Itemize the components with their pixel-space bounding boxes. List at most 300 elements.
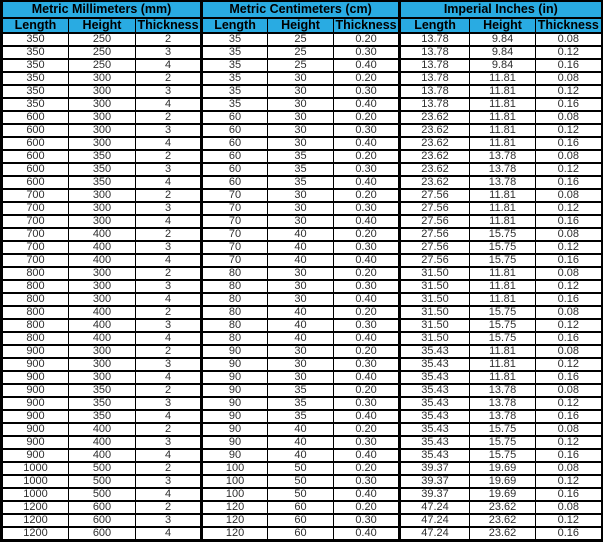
table-cell: 0.20 <box>334 111 400 124</box>
table-cell: 400 <box>69 449 136 462</box>
column-header-length-cm: Length <box>202 18 268 33</box>
table-cell: 23.62 <box>470 514 536 527</box>
table-cell: 0.20 <box>334 462 400 475</box>
table-cell: 0.08 <box>536 384 602 397</box>
table-cell: 300 <box>69 189 136 202</box>
table-cell: 35 <box>268 397 334 410</box>
table-cell: 350 <box>2 72 69 85</box>
table-cell: 3 <box>136 85 202 98</box>
table-cell: 0.40 <box>334 410 400 423</box>
table-cell: 0.30 <box>334 241 400 254</box>
table-cell: 0.40 <box>334 293 400 306</box>
table-cell: 0.08 <box>536 501 602 514</box>
table-row <box>2 111 602 124</box>
table-cell: 0.30 <box>334 475 400 488</box>
table-cell: 15.75 <box>470 306 536 319</box>
table-cell: 1000 <box>2 462 69 475</box>
table-cell: 35 <box>268 150 334 163</box>
table-cell: 11.81 <box>470 98 536 111</box>
table-cell: 30 <box>268 345 334 358</box>
table-cell: 11.81 <box>470 267 536 280</box>
table-cell: 0.08 <box>536 345 602 358</box>
table-cell: 0.40 <box>334 488 400 501</box>
table-cell: 23.62 <box>470 501 536 514</box>
table-cell: 0.20 <box>334 306 400 319</box>
table-cell: 30 <box>268 371 334 384</box>
table-cell: 35 <box>268 176 334 189</box>
table-cell: 0.20 <box>334 384 400 397</box>
table-cell: 4 <box>136 527 202 541</box>
table-cell: 0.12 <box>536 241 602 254</box>
table-cell: 350 <box>69 410 136 423</box>
table-cell: 40 <box>268 254 334 267</box>
table-cell: 0.08 <box>536 150 602 163</box>
table-cell: 35 <box>202 33 268 46</box>
table-cell: 70 <box>202 228 268 241</box>
table-cell: 300 <box>69 111 136 124</box>
table-row <box>2 124 602 137</box>
table-cell: 0.08 <box>536 228 602 241</box>
table-cell: 30 <box>268 280 334 293</box>
table-cell: 27.56 <box>400 228 470 241</box>
table-cell: 15.75 <box>470 449 536 462</box>
table-cell: 2 <box>136 111 202 124</box>
table-cell: 13.78 <box>470 176 536 189</box>
table-row <box>2 306 602 319</box>
table-cell: 60 <box>202 124 268 137</box>
table-cell: 1200 <box>2 527 69 541</box>
table-cell: 300 <box>69 358 136 371</box>
table-cell: 4 <box>136 59 202 72</box>
table-cell: 0.08 <box>536 423 602 436</box>
table-row <box>2 345 602 358</box>
table-cell: 400 <box>69 241 136 254</box>
table-cell: 0.30 <box>334 514 400 527</box>
table-cell: 0.20 <box>334 33 400 46</box>
table-cell: 31.50 <box>400 267 470 280</box>
table-cell: 3 <box>136 241 202 254</box>
table-cell: 15.75 <box>470 319 536 332</box>
table-cell: 600 <box>2 150 69 163</box>
table-cell: 0.08 <box>536 33 602 46</box>
table-cell: 0.12 <box>536 280 602 293</box>
column-header-thickness-mm: Thickness <box>136 18 202 33</box>
table-cell: 30 <box>268 358 334 371</box>
table-cell: 30 <box>268 111 334 124</box>
table-cell: 0.16 <box>536 254 602 267</box>
table-cell: 0.40 <box>334 176 400 189</box>
table-row <box>2 475 602 488</box>
table-cell: 800 <box>2 332 69 345</box>
table-cell: 700 <box>2 254 69 267</box>
table-cell: 0.16 <box>536 449 602 462</box>
table-cell: 13.78 <box>400 85 470 98</box>
table-cell: 0.16 <box>536 488 602 501</box>
table-cell: 0.08 <box>536 111 602 124</box>
table-cell: 23.62 <box>400 163 470 176</box>
table-cell: 350 <box>2 59 69 72</box>
table-cell: 400 <box>69 332 136 345</box>
column-header-thickness-in: Thickness <box>536 18 602 33</box>
table-cell: 600 <box>2 111 69 124</box>
table-row <box>2 267 602 280</box>
table-cell: 350 <box>69 150 136 163</box>
table-cell: 120 <box>202 527 268 541</box>
table-cell: 350 <box>69 176 136 189</box>
table-cell: 0.08 <box>536 189 602 202</box>
table-cell: 47.24 <box>400 527 470 541</box>
table-cell: 2 <box>136 189 202 202</box>
table-cell: 4 <box>136 332 202 345</box>
table-cell: 13.78 <box>470 150 536 163</box>
table-cell: 23.62 <box>400 124 470 137</box>
table-cell: 700 <box>2 215 69 228</box>
table-cell: 35 <box>202 72 268 85</box>
table-row <box>2 85 602 98</box>
table-cell: 35.43 <box>400 397 470 410</box>
table-cell: 13.78 <box>400 72 470 85</box>
table-cell: 11.81 <box>470 137 536 150</box>
table-cell: 90 <box>202 423 268 436</box>
table-cell: 23.62 <box>470 527 536 541</box>
table-cell: 900 <box>2 449 69 462</box>
table-cell: 60 <box>202 150 268 163</box>
table-cell: 300 <box>69 345 136 358</box>
section-header-imperial-inches: Imperial Inches (in) <box>400 1 602 18</box>
table-cell: 70 <box>202 215 268 228</box>
table-cell: 300 <box>69 215 136 228</box>
section-header-metric-centimeters: Metric Centimeters (cm) <box>202 1 400 18</box>
table-cell: 27.56 <box>400 202 470 215</box>
table-cell: 100 <box>202 475 268 488</box>
table-cell: 600 <box>69 527 136 541</box>
table-cell: 31.50 <box>400 332 470 345</box>
table-cell: 0.20 <box>334 228 400 241</box>
table-row <box>2 280 602 293</box>
table-cell: 4 <box>136 449 202 462</box>
table-cell: 2 <box>136 33 202 46</box>
table-cell: 40 <box>268 332 334 345</box>
table-cell: 0.16 <box>536 527 602 541</box>
table-cell: 30 <box>268 124 334 137</box>
table-cell: 9.84 <box>470 46 536 59</box>
table-cell: 39.37 <box>400 475 470 488</box>
table-cell: 11.81 <box>470 124 536 137</box>
table-cell: 3 <box>136 475 202 488</box>
table-row <box>2 33 602 46</box>
table-cell: 0.16 <box>536 137 602 150</box>
table-cell: 80 <box>202 306 268 319</box>
table-cell: 250 <box>69 59 136 72</box>
table-cell: 11.81 <box>470 358 536 371</box>
table-cell: 0.12 <box>536 85 602 98</box>
table-cell: 300 <box>69 371 136 384</box>
table-cell: 300 <box>69 280 136 293</box>
table-cell: 0.16 <box>536 59 602 72</box>
table-cell: 0.16 <box>536 371 602 384</box>
table-cell: 700 <box>2 228 69 241</box>
table-cell: 13.78 <box>470 384 536 397</box>
table-cell: 3 <box>136 124 202 137</box>
table-cell: 30 <box>268 267 334 280</box>
table-row <box>2 527 602 541</box>
table-row <box>2 241 602 254</box>
table-cell: 0.30 <box>334 319 400 332</box>
table-cell: 0.30 <box>334 436 400 449</box>
table-cell: 300 <box>69 98 136 111</box>
table-cell: 0.12 <box>536 514 602 527</box>
table-cell: 23.62 <box>400 176 470 189</box>
table-cell: 13.78 <box>470 163 536 176</box>
table-row <box>2 215 602 228</box>
table-cell: 0.08 <box>536 462 602 475</box>
table-cell: 2 <box>136 306 202 319</box>
table-cell: 900 <box>2 384 69 397</box>
table-cell: 60 <box>268 527 334 541</box>
table-cell: 31.50 <box>400 319 470 332</box>
table-cell: 39.37 <box>400 488 470 501</box>
table-cell: 30 <box>268 215 334 228</box>
table-cell: 70 <box>202 254 268 267</box>
table-cell: 3 <box>136 514 202 527</box>
table-cell: 13.78 <box>400 98 470 111</box>
table-row <box>2 488 602 501</box>
table-cell: 3 <box>136 358 202 371</box>
table-cell: 2 <box>136 384 202 397</box>
table-cell: 60 <box>202 111 268 124</box>
table-cell: 35.43 <box>400 423 470 436</box>
table-cell: 0.12 <box>536 163 602 176</box>
table-row <box>2 228 602 241</box>
table-cell: 2 <box>136 72 202 85</box>
table-cell: 47.24 <box>400 514 470 527</box>
table-cell: 90 <box>202 449 268 462</box>
table-cell: 15.75 <box>470 228 536 241</box>
table-cell: 15.75 <box>470 436 536 449</box>
table-cell: 0.16 <box>536 332 602 345</box>
table-cell: 4 <box>136 293 202 306</box>
table-cell: 700 <box>2 202 69 215</box>
table-cell: 0.30 <box>334 358 400 371</box>
table-cell: 40 <box>268 436 334 449</box>
table-cell: 0.08 <box>536 72 602 85</box>
table-cell: 1000 <box>2 475 69 488</box>
table-cell: 0.16 <box>536 293 602 306</box>
table-cell: 31.50 <box>400 280 470 293</box>
table-row <box>2 254 602 267</box>
table-cell: 50 <box>268 475 334 488</box>
table-cell: 30 <box>268 293 334 306</box>
table-cell: 0.12 <box>536 46 602 59</box>
table-cell: 30 <box>268 85 334 98</box>
table-cell: 0.08 <box>536 306 602 319</box>
table-cell: 0.40 <box>334 449 400 462</box>
table-row <box>2 293 602 306</box>
table-cell: 2 <box>136 462 202 475</box>
table-cell: 11.81 <box>470 293 536 306</box>
table-cell: 60 <box>202 137 268 150</box>
table-cell: 0.20 <box>334 150 400 163</box>
table-cell: 31.50 <box>400 293 470 306</box>
column-header-length-in: Length <box>400 18 470 33</box>
table-cell: 9.84 <box>470 59 536 72</box>
table-cell: 90 <box>202 358 268 371</box>
table-row <box>2 501 602 514</box>
table-row <box>2 462 602 475</box>
column-header-length-mm: Length <box>2 18 69 33</box>
table-cell: 15.75 <box>470 332 536 345</box>
table-cell: 3 <box>136 319 202 332</box>
table-cell: 0.40 <box>334 332 400 345</box>
section-header-metric-millimeters: Metric Millimeters (mm) <box>2 1 202 18</box>
table-cell: 600 <box>69 501 136 514</box>
table-cell: 50 <box>268 488 334 501</box>
table-cell: 400 <box>69 228 136 241</box>
table-cell: 0.30 <box>334 202 400 215</box>
table-cell: 25 <box>268 59 334 72</box>
table-cell: 300 <box>69 293 136 306</box>
table-cell: 350 <box>69 163 136 176</box>
table-cell: 400 <box>69 436 136 449</box>
table-cell: 350 <box>2 33 69 46</box>
table-cell: 35.43 <box>400 358 470 371</box>
table-cell: 35 <box>202 59 268 72</box>
section-title-row <box>2 1 602 18</box>
table-cell: 60 <box>202 176 268 189</box>
table-cell: 40 <box>268 423 334 436</box>
table-cell: 60 <box>268 501 334 514</box>
table-cell: 2 <box>136 345 202 358</box>
table-cell: 400 <box>69 423 136 436</box>
table-row <box>2 46 602 59</box>
table-cell: 35.43 <box>400 436 470 449</box>
table-cell: 800 <box>2 319 69 332</box>
table-row <box>2 189 602 202</box>
table-cell: 35.43 <box>400 384 470 397</box>
table-row <box>2 371 602 384</box>
table-cell: 700 <box>2 189 69 202</box>
table-cell: 30 <box>268 72 334 85</box>
table-cell: 300 <box>69 72 136 85</box>
table-cell: 0.12 <box>536 202 602 215</box>
table-cell: 4 <box>136 371 202 384</box>
table-cell: 100 <box>202 462 268 475</box>
table-cell: 23.62 <box>400 137 470 150</box>
table-cell: 120 <box>202 501 268 514</box>
table-cell: 11.81 <box>470 202 536 215</box>
table-cell: 80 <box>202 293 268 306</box>
table-cell: 27.56 <box>400 254 470 267</box>
table-cell: 350 <box>2 46 69 59</box>
table-cell: 0.16 <box>536 98 602 111</box>
table-cell: 0.40 <box>334 215 400 228</box>
table-cell: 80 <box>202 319 268 332</box>
table-cell: 25 <box>268 46 334 59</box>
table-cell: 350 <box>69 384 136 397</box>
table-row <box>2 514 602 527</box>
table-cell: 600 <box>2 137 69 150</box>
table-cell: 25 <box>268 33 334 46</box>
table-cell: 500 <box>69 462 136 475</box>
table-cell: 19.69 <box>470 475 536 488</box>
table-cell: 15.75 <box>470 241 536 254</box>
table-cell: 0.12 <box>536 124 602 137</box>
table-row <box>2 176 602 189</box>
table-cell: 40 <box>268 228 334 241</box>
table-cell: 500 <box>69 475 136 488</box>
table-cell: 600 <box>2 176 69 189</box>
table-cell: 600 <box>2 124 69 137</box>
table-cell: 35.43 <box>400 449 470 462</box>
table-cell: 70 <box>202 202 268 215</box>
table-cell: 90 <box>202 410 268 423</box>
table-cell: 600 <box>69 514 136 527</box>
table-cell: 60 <box>202 163 268 176</box>
table-cell: 2 <box>136 501 202 514</box>
table-cell: 0.40 <box>334 137 400 150</box>
table-cell: 0.30 <box>334 163 400 176</box>
table-cell: 11.81 <box>470 280 536 293</box>
table-cell: 15.75 <box>470 254 536 267</box>
table-cell: 100 <box>202 488 268 501</box>
table-cell: 1200 <box>2 501 69 514</box>
table-row <box>2 332 602 345</box>
table-cell: 23.62 <box>400 150 470 163</box>
table-cell: 600 <box>2 163 69 176</box>
table-cell: 250 <box>69 46 136 59</box>
table-row <box>2 384 602 397</box>
table-cell: 2 <box>136 423 202 436</box>
table-row <box>2 449 602 462</box>
table-cell: 39.37 <box>400 462 470 475</box>
table-cell: 800 <box>2 306 69 319</box>
table-cell: 35 <box>202 85 268 98</box>
table-cell: 15.75 <box>470 423 536 436</box>
table-cell: 4 <box>136 137 202 150</box>
table-cell: 35 <box>268 384 334 397</box>
table-cell: 11.81 <box>470 345 536 358</box>
column-header-height-in: Height <box>470 18 536 33</box>
table-row <box>2 202 602 215</box>
table-cell: 300 <box>69 124 136 137</box>
table-cell: 0.40 <box>334 98 400 111</box>
table-cell: 90 <box>202 371 268 384</box>
table-cell: 40 <box>268 319 334 332</box>
table-cell: 400 <box>69 319 136 332</box>
table-cell: 0.08 <box>536 267 602 280</box>
table-cell: 300 <box>69 202 136 215</box>
table-row <box>2 98 602 111</box>
table-cell: 0.20 <box>334 267 400 280</box>
table-cell: 120 <box>202 514 268 527</box>
table-cell: 35 <box>268 163 334 176</box>
table-cell: 400 <box>69 306 136 319</box>
table-cell: 90 <box>202 345 268 358</box>
table-cell: 0.30 <box>334 85 400 98</box>
table-body <box>2 33 602 541</box>
table-cell: 11.81 <box>470 371 536 384</box>
table-cell: 35 <box>268 410 334 423</box>
table-cell: 35.43 <box>400 371 470 384</box>
table-cell: 0.20 <box>334 345 400 358</box>
table-cell: 2 <box>136 228 202 241</box>
table-cell: 900 <box>2 345 69 358</box>
table-cell: 300 <box>69 137 136 150</box>
table-cell: 90 <box>202 384 268 397</box>
table-cell: 11.81 <box>470 111 536 124</box>
table-cell: 40 <box>268 449 334 462</box>
table-cell: 3 <box>136 436 202 449</box>
